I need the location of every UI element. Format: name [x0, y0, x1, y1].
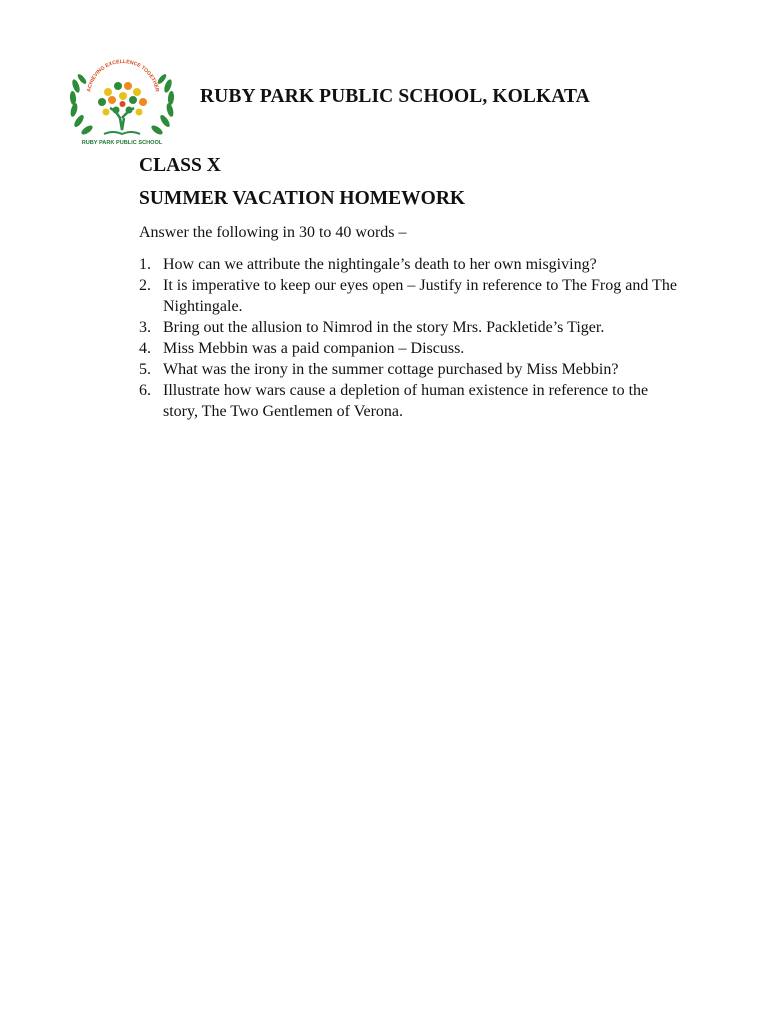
- school-logo: [66, 56, 178, 148]
- question-number: 3.: [139, 319, 151, 336]
- question-text: How can we attribute the nightingale’s death to her own misgiving?: [163, 256, 597, 273]
- class-title: CLASS X: [139, 155, 221, 176]
- question-item: [139, 359, 679, 380]
- question-number: 6.: [139, 382, 151, 399]
- question-text: Bring out the allusion to Nimrod in the story Mrs. Packletide’s Tiger.: [163, 319, 605, 336]
- question-text: It is imperative to keep our eyes open – Justify in reference to The Frog and The Nightingale.: [163, 277, 677, 315]
- question-number: 2.: [139, 277, 151, 294]
- question-item: [139, 380, 679, 422]
- question-number: 5.: [139, 361, 151, 378]
- logo-name-text: RUBY PARK PUBLIC SCHOOL: [81, 140, 163, 146]
- question-text: Illustrate how wars cause a depletion of human existence in reference to the story, The Two Gentlemen of Verona.: [163, 382, 649, 420]
- question-list: [139, 254, 679, 422]
- question-item: [139, 254, 679, 275]
- homework-title: SUMMER VACATION HOMEWORK: [139, 188, 466, 209]
- question-item: [139, 317, 679, 338]
- instruction-text: Answer the following in 30 to 40 words –: [139, 224, 407, 241]
- question-item: [139, 338, 679, 359]
- svg-text:ACHIEVING EXCELLENCE TOGETHER: [86, 59, 160, 93]
- question-text: What was the irony in the summer cottage purchased by Miss Mebbin?: [163, 361, 619, 378]
- question-item: [139, 275, 679, 317]
- question-text: Miss Mebbin was a paid companion – Discuss.: [163, 340, 465, 357]
- logo-arc-text: ACHIEVING EXCELLENCE TOGETHER: [86, 58, 160, 93]
- school-name: RUBY PARK PUBLIC SCHOOL, KOLKATA: [200, 86, 590, 107]
- question-number: 4.: [139, 340, 151, 357]
- question-number: 1.: [139, 256, 151, 273]
